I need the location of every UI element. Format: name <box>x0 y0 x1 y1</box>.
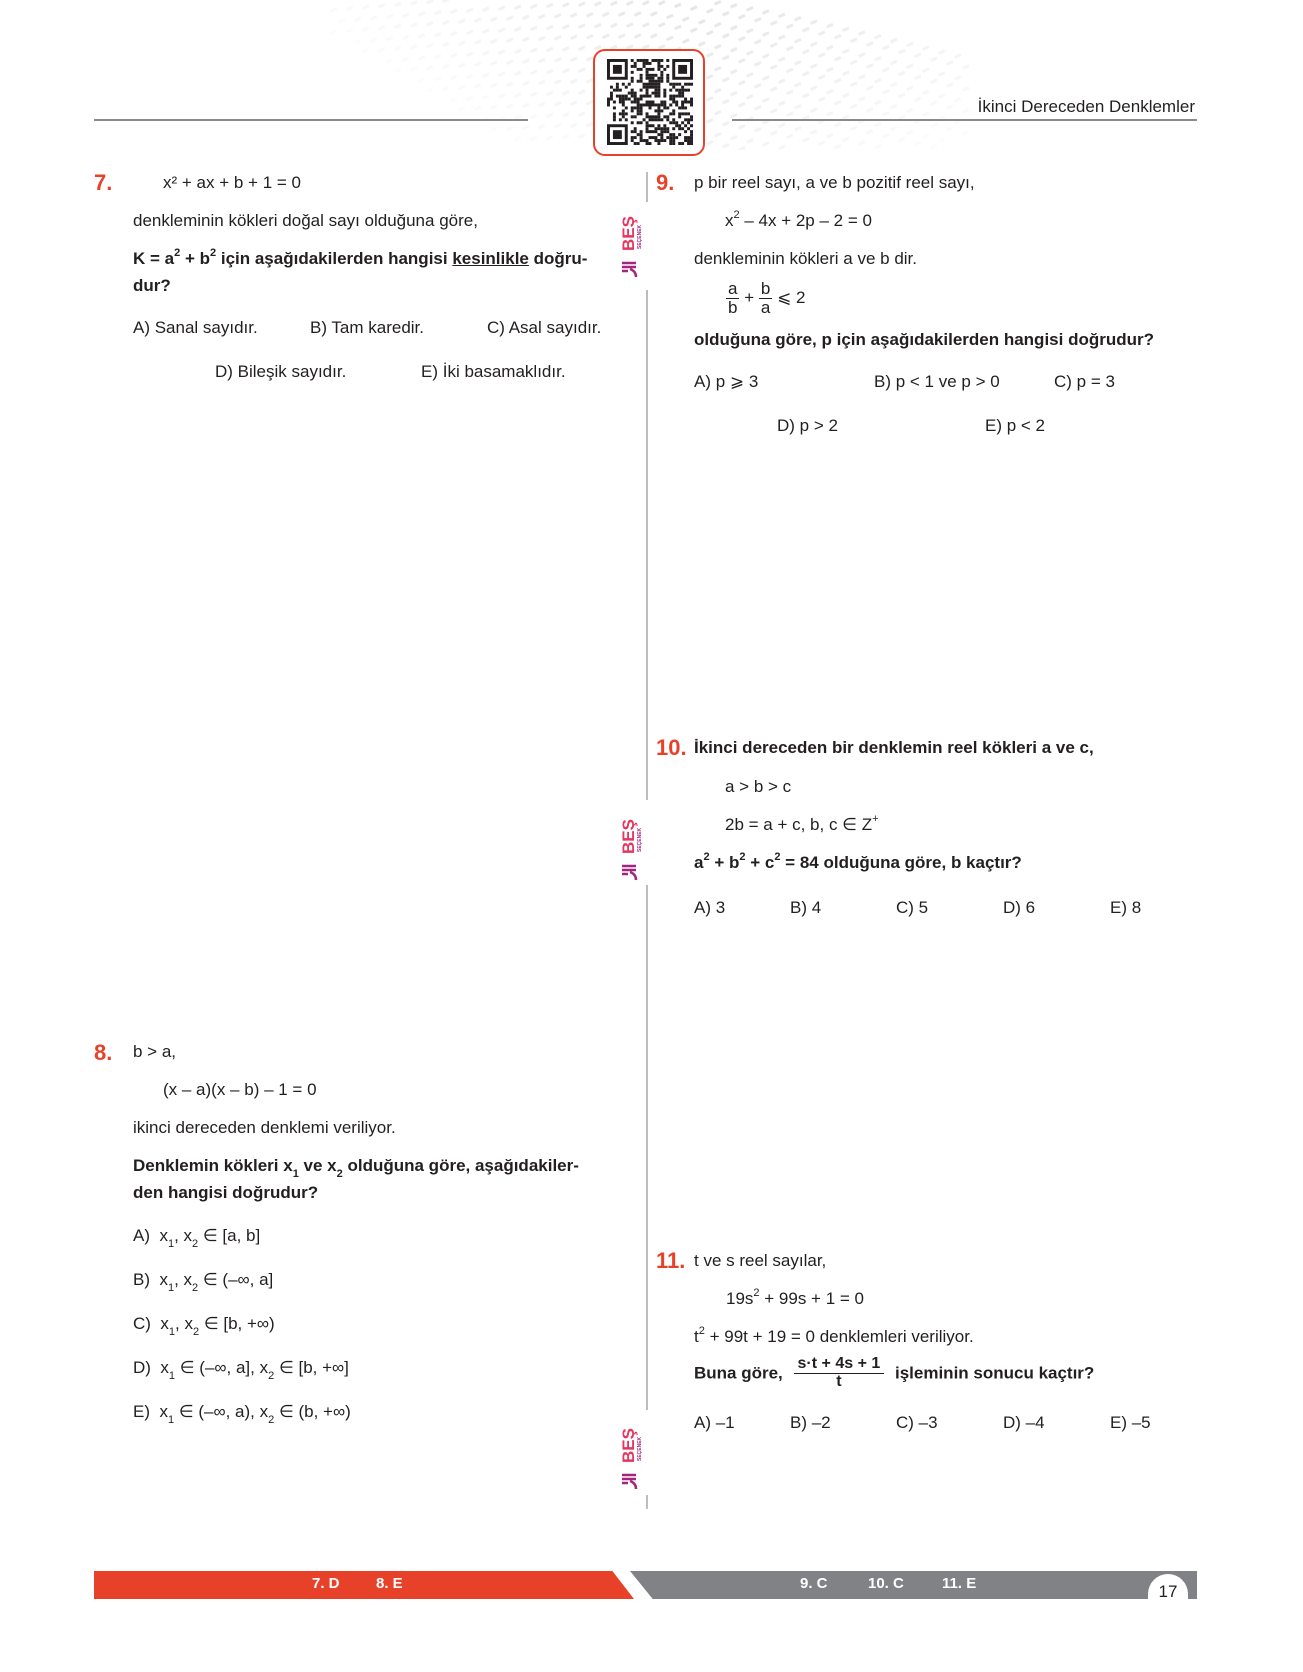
equation: $t^2 + 99t + 19 = 0$ denklemleri veriliyor. <box>694 1325 974 1346</box>
fraction-b-over-a: $\frac{b}{a}$ <box>760 279 771 317</box>
footer-answer-bar-right <box>630 1571 1197 1599</box>
answer-key-item: 8. E <box>376 1575 403 1592</box>
question-text: ikinci dereceden denklemi veriliyor. <box>133 1118 396 1137</box>
option-b[interactable]: B) 4 <box>790 898 822 917</box>
svg-text:SEÇENEK: SEÇENEK <box>637 224 643 249</box>
option-c[interactable]: C) $x_1$, $x_2$ ∈ [b, +∞) <box>133 1314 275 1338</box>
question-prompt-line2: den hangisi doğrudur? <box>133 1183 319 1202</box>
question-prompt: $a^2 + b^2 + c^2 = 84$ olduğuna göre, b kaçtır? <box>694 851 1022 872</box>
qr-code[interactable] <box>593 49 705 156</box>
question-text: İkinci dereceden bir denklemin reel kökleri a ve c, <box>694 738 1094 757</box>
question-number: 7. <box>94 170 113 195</box>
svg-text:BEŞ: BEŞ <box>619 1428 638 1463</box>
answer-key-item: 11. E <box>942 1575 977 1592</box>
answer-key-item: 9. C <box>800 1575 828 1592</box>
svg-text:BEŞ: BEŞ <box>619 819 638 854</box>
option-e[interactable]: E) $x_1$ ∈ (–∞, a), $x_2$ ∈ (b, +∞) <box>133 1402 351 1426</box>
option-c[interactable]: C) Asal sayıdır. <box>487 318 602 337</box>
option-d[interactable]: D) $x_1$ ∈ (–∞, a], $x_2$ ∈ [b, +∞] <box>133 1358 349 1382</box>
column-divider <box>646 172 648 202</box>
option-a[interactable]: A) p ⩾ 3 <box>694 372 759 391</box>
header-rule-left <box>94 119 528 121</box>
fraction-a-over-b: $\frac{a}{b}$ <box>728 279 738 317</box>
fraction-expression: $\frac{s\cdot t + 4s + 1}{t}$ <box>794 1356 885 1391</box>
question-text: b > a, <box>133 1042 177 1061</box>
question-number: 10. <box>656 735 687 760</box>
column-divider <box>646 1495 648 1509</box>
bes-secenek-logo <box>616 1417 644 1489</box>
chapter-title: İkinci Dereceden Denklemler <box>977 97 1195 116</box>
option-b[interactable]: B) p < 1 ve p > 0 <box>874 372 1000 391</box>
condition: a > b > c <box>725 777 792 796</box>
column-divider <box>646 885 648 1410</box>
question-number: 9. <box>656 170 675 195</box>
question-prompt: olduğuna göre, p için aşağıdakilerden hangisi doğrudur? <box>694 330 1154 349</box>
question-text: t ve s reel sayılar, <box>694 1251 827 1270</box>
option-e[interactable]: E) –5 <box>1110 1413 1151 1432</box>
equation: x² + ax + b + 1 = 0 <box>163 173 301 192</box>
question-prompt: Denklemin kökleri $x_1$ ve $x_2$ olduğuna göre, aşağıdakiler- <box>133 1156 579 1180</box>
page-number: 17 <box>1148 1574 1188 1604</box>
condition: 2b = a + c, b, c ∈ Z+ <box>725 813 879 834</box>
option-d[interactable]: D) –4 <box>1003 1413 1045 1432</box>
option-e[interactable]: E) 8 <box>1110 898 1142 917</box>
bes-secenek-logo <box>616 808 644 880</box>
footer-answer-bar-left <box>94 1571 634 1599</box>
inequality: $\frac{a}{b}$ + $\frac{b}{a}$ ⩽ 2 <box>728 279 806 317</box>
question-number: 8. <box>94 1040 113 1065</box>
option-a[interactable]: A) –1 <box>694 1413 735 1432</box>
option-e[interactable]: E) p < 2 <box>985 416 1046 435</box>
svg-text:BEŞ: BEŞ <box>619 216 638 251</box>
question-prompt: Buna göre, $\frac{s\cdot t + 4s + 1}{t}$ işleminin sonucu kaçtır? <box>694 1355 1095 1390</box>
option-a[interactable]: A) 3 <box>694 898 726 917</box>
svg-text:SEÇENEK: SEÇENEK <box>637 1436 643 1461</box>
option-b[interactable]: B) Tam karedir. <box>310 318 425 337</box>
option-c[interactable]: C) –3 <box>896 1413 938 1432</box>
option-d[interactable]: D) 6 <box>1003 898 1036 917</box>
question-prompt: $K = a^2 + b^2$ için aşağıdakilerden hangisi kesinlikle doğru- <box>133 247 588 268</box>
option-d[interactable]: D) p > 2 <box>777 416 838 435</box>
equation: $19s^2 + 99s + 1 = 0$ <box>726 1287 864 1308</box>
qr-code-icon <box>607 59 693 145</box>
question-text: denkleminin kökleri a ve b dir. <box>694 249 918 268</box>
option-c[interactable]: C) p = 3 <box>1054 372 1115 391</box>
option-d[interactable]: D) Bileşik sayıdır. <box>215 362 347 381</box>
header-rule-right <box>732 119 1197 121</box>
option-c[interactable]: C) 5 <box>896 898 929 917</box>
option-a[interactable]: A) $x_1$, $x_2$ ∈ [a, b] <box>133 1226 261 1250</box>
question-prompt-line2: dur? <box>133 276 171 295</box>
answer-key-item: 7. D <box>312 1575 340 1592</box>
question-number: 11. <box>656 1248 686 1273</box>
option-b[interactable]: B) –2 <box>790 1413 831 1432</box>
option-e[interactable]: E) İki basamaklıdır. <box>421 362 566 381</box>
equation: $x^2 - 4x + 2p - 2 = 0$ <box>725 209 872 230</box>
question-text: p bir reel sayı, a ve b pozitif reel sayı, <box>694 173 975 192</box>
option-a[interactable]: A) Sanal sayıdır. <box>133 318 258 337</box>
equation: (x – a)(x – b) – 1 = 0 <box>163 1080 317 1099</box>
option-b[interactable]: B) $x_1$, $x_2$ ∈ (–∞, a] <box>133 1270 274 1294</box>
question-text: denkleminin kökleri doğal sayı olduğuna göre, <box>133 211 478 230</box>
bes-secenek-logo <box>616 205 644 277</box>
svg-text:SEÇENEK: SEÇENEK <box>637 827 643 852</box>
column-divider <box>646 290 648 800</box>
answer-key-item: 10. C <box>868 1575 904 1592</box>
